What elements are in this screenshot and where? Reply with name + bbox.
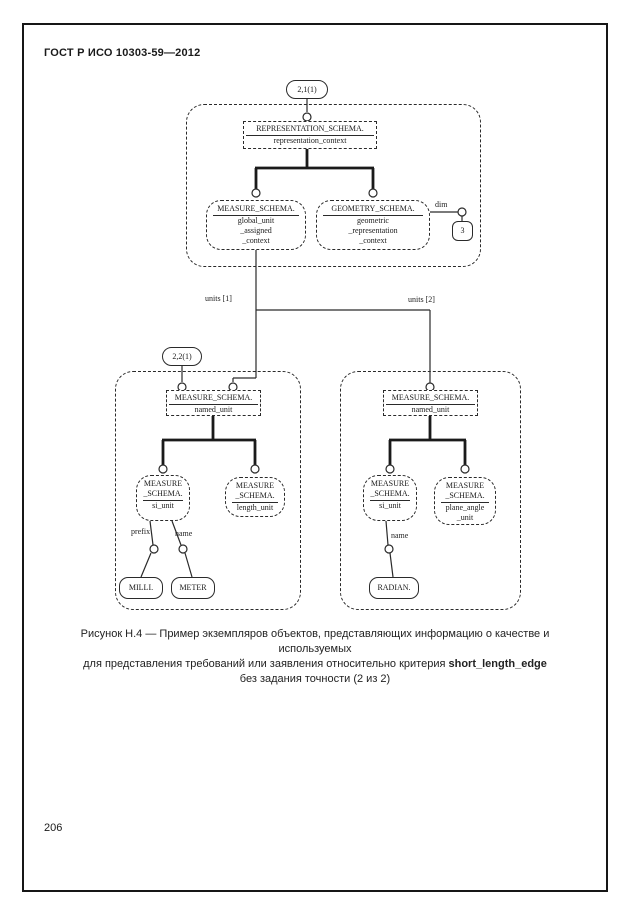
entity-name: length_unit <box>236 503 274 512</box>
named-unit-right-box <box>383 390 478 416</box>
entity-name-line: _assigned <box>240 226 272 235</box>
schema-name-line: MEASURE <box>143 479 183 488</box>
schema-name-line: _SCHEMA. <box>143 489 183 501</box>
schema-name: REPRESENTATION_SCHEMA. <box>246 122 374 136</box>
radian-value-box: RADIAN. <box>369 577 419 599</box>
caption-line-2-bold: short_length_edge <box>448 658 547 670</box>
si-unit-left-box <box>136 475 190 521</box>
schema-name-line: MEASURE <box>235 481 275 490</box>
schema-name: MEASURE_SCHEMA. <box>213 204 299 216</box>
entity-name-line: _context <box>359 236 387 245</box>
meter-value-box: METER <box>171 577 215 599</box>
entity-name: si_unit <box>379 501 401 510</box>
entity-name-line: _unit <box>456 513 474 522</box>
page-ref-2-2: 2,2(1) <box>162 347 202 366</box>
units1-attribute-label: units [1] <box>205 294 232 303</box>
schema-name-line: _SCHEMA. <box>232 491 278 503</box>
dim-attribute-label: dim <box>435 200 448 209</box>
name-attribute-label-right: name <box>391 531 409 540</box>
milli-value-box: MILLI. <box>119 577 163 599</box>
page-ref-2-1: 2,1(1) <box>286 80 328 99</box>
entity-name: named_unit <box>194 405 233 414</box>
caption-line-2 <box>60 657 570 672</box>
length-unit-box <box>225 477 285 517</box>
plane-angle-unit-box <box>434 477 496 525</box>
document-header: ГОСТ Р ИСО 10303-59—2012 <box>44 47 201 59</box>
entity-name: representation_context <box>273 136 347 145</box>
schema-name: MEASURE_SCHEMA. <box>386 391 475 405</box>
caption-line-3: без задания точности (2 из 2) <box>239 673 391 685</box>
entity-name-line: _representation <box>348 226 398 235</box>
schema-name: MEASURE_SCHEMA. <box>169 391 258 405</box>
entity-name: si_unit <box>152 501 174 510</box>
entity-name-line: global_unit <box>237 216 275 225</box>
name-attribute-label-left: name <box>175 529 193 538</box>
entity-name: named_unit <box>411 405 450 414</box>
figure-caption <box>60 627 570 687</box>
schema-name-line: MEASURE <box>370 479 410 488</box>
caption-line-2-text: для представления требований или заявления относительно критерия <box>83 658 449 670</box>
caption-line-1: Рисунок Н.4 — Пример экземпляров объектов, представляющих информацию о качестве и используемых <box>80 628 550 655</box>
representation-context-box <box>243 121 377 149</box>
schema-name-line: _SCHEMA. <box>441 491 489 503</box>
page-number: 206 <box>44 822 63 834</box>
schema-name-line: _SCHEMA. <box>370 489 410 501</box>
units2-attribute-label: units [2] <box>408 295 435 304</box>
global-unit-assigned-context-box <box>206 200 306 250</box>
schema-name-line: MEASURE <box>445 481 485 490</box>
entity-name-line: plane_angle <box>445 503 485 512</box>
schema-name: GEOMETRY_SCHEMA. <box>323 204 423 216</box>
dim-value-box: 3 <box>452 221 473 241</box>
entity-name-line: geometric <box>357 216 389 225</box>
named-unit-left-box <box>166 390 261 416</box>
prefix-attribute-label: prefix <box>131 527 151 536</box>
si-unit-right-box <box>363 475 417 521</box>
entity-name-line: _context <box>242 236 270 245</box>
geometric-representation-context-box <box>316 200 430 250</box>
